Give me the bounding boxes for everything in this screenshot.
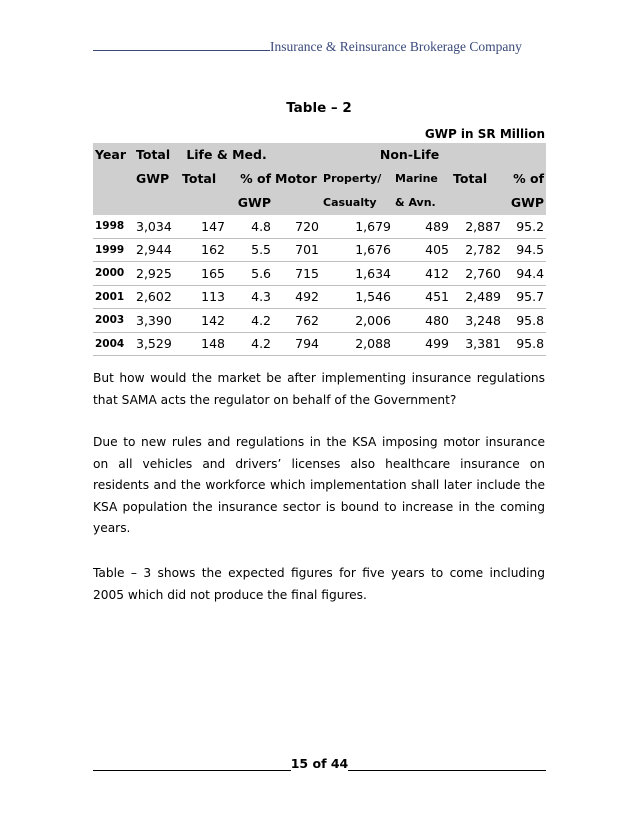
col-motor: Motor: [273, 167, 321, 191]
cell-year: 1998: [93, 215, 134, 238]
cell-motor: 720: [273, 215, 321, 238]
table-header-row-2: [93, 167, 546, 191]
cell-nonlife-pct: 95.8: [503, 332, 546, 356]
cell-year: 2001: [93, 285, 134, 309]
col-life-med: Life & Med.: [180, 143, 273, 167]
cell-life-pct: 4.3: [227, 285, 273, 309]
table-header-row-1: [93, 143, 546, 167]
cell-nonlife-total: 3,248: [451, 309, 503, 333]
paragraph-market-question: But how would the market be after implementing insurance regulations that SAMA acts the regulator on behalf of the Government?: [93, 371, 545, 407]
col-life-pct-gwp: GWP: [227, 191, 273, 215]
col-marine-avn: & Avn.: [393, 191, 451, 215]
cell-year: 2000: [93, 262, 134, 286]
table-title: Table – 2: [286, 100, 352, 116]
cell-year: 2004: [93, 332, 134, 356]
cell-property: 1,546: [321, 285, 393, 309]
col-property-casualty: Casualty: [321, 191, 393, 215]
table-row: [93, 332, 546, 356]
blank-2: [134, 191, 180, 215]
cell-total-gwp: 2,944: [134, 238, 180, 262]
cell-marine: 412: [393, 262, 451, 286]
gwp-table: [93, 143, 546, 356]
cell-life-pct: 5.6: [227, 262, 273, 286]
cell-property: 1,679: [321, 215, 393, 238]
paragraph-table-3-intro: Table – 3 shows the expected figures for five years to come including 2005 which did not produce the final figures.: [93, 566, 545, 602]
cell-motor: 492: [273, 285, 321, 309]
footer-rule-left: [93, 756, 291, 771]
col-non-life: Non-Life: [273, 143, 546, 167]
cell-nonlife-pct: 95.2: [503, 215, 546, 238]
blank-4: [273, 191, 321, 215]
blank-1: [93, 191, 134, 215]
footer-rule-right: [348, 756, 546, 771]
col-year: Year: [93, 143, 134, 167]
cell-marine: 499: [393, 332, 451, 356]
blank-5: [451, 191, 503, 215]
cell-life-total: 165: [180, 262, 227, 286]
cell-year: 2003: [93, 309, 134, 333]
blank-3: [180, 191, 227, 215]
cell-life-total: 162: [180, 238, 227, 262]
cell-motor: 715: [273, 262, 321, 286]
table-row: [93, 215, 546, 238]
cell-life-pct: 4.2: [227, 309, 273, 333]
col-nonlife-pct: % of: [503, 167, 546, 191]
cell-marine: 489: [393, 215, 451, 238]
cell-nonlife-total: 2,782: [451, 238, 503, 262]
cell-property: 1,676: [321, 238, 393, 262]
paragraph-new-regulations: Due to new rules and regulations in the KSA imposing motor insurance on all vehicles and drivers’ licenses also healthcare insurance on residents and the workforce which implementation shall later include the KSA population the insurance sector is bound to increase in the coming years.: [93, 435, 545, 535]
cell-property: 2,006: [321, 309, 393, 333]
cell-nonlife-pct: 95.7: [503, 285, 546, 309]
col-property: Property/: [321, 167, 393, 191]
header-company: Insurance & Reinsurance Brokerage Company: [270, 39, 522, 54]
cell-marine: 405: [393, 238, 451, 262]
page-footer: [93, 756, 546, 771]
table-header-row-3: [93, 191, 546, 215]
col-life-pct: % of: [227, 167, 273, 191]
col-year-blank: [93, 167, 134, 191]
cell-total-gwp: 3,529: [134, 332, 180, 356]
cell-total-gwp: 3,390: [134, 309, 180, 333]
cell-life-total: 147: [180, 215, 227, 238]
cell-property: 2,088: [321, 332, 393, 356]
cell-marine: 480: [393, 309, 451, 333]
table-row: [93, 285, 546, 309]
cell-nonlife-total: 2,887: [451, 215, 503, 238]
cell-nonlife-pct: 95.8: [503, 309, 546, 333]
page-number: 15 of 44: [290, 756, 349, 771]
table-row: [93, 238, 546, 262]
cell-life-pct: 4.8: [227, 215, 273, 238]
cell-life-total: 142: [180, 309, 227, 333]
cell-life-total: 113: [180, 285, 227, 309]
cell-marine: 451: [393, 285, 451, 309]
cell-life-pct: 5.5: [227, 238, 273, 262]
table-units: GWP in SR Million: [424, 127, 545, 141]
cell-life-total: 148: [180, 332, 227, 356]
header-rule: [93, 38, 270, 51]
col-life-total: Total: [180, 167, 227, 191]
col-total-gwp: GWP: [134, 167, 180, 191]
cell-total-gwp: 3,034: [134, 215, 180, 238]
cell-nonlife-pct: 94.4: [503, 262, 546, 286]
cell-motor: 701: [273, 238, 321, 262]
col-marine: Marine: [393, 167, 451, 191]
col-nonlife-pct-gwp: GWP: [503, 191, 546, 215]
cell-motor: 762: [273, 309, 321, 333]
cell-nonlife-total: 2,760: [451, 262, 503, 286]
cell-year: 1999: [93, 238, 134, 262]
cell-property: 1,634: [321, 262, 393, 286]
cell-nonlife-total: 2,489: [451, 285, 503, 309]
table-row: [93, 309, 546, 333]
table-row: [93, 262, 546, 286]
cell-nonlife-total: 3,381: [451, 332, 503, 356]
cell-total-gwp: 2,602: [134, 285, 180, 309]
cell-nonlife-pct: 94.5: [503, 238, 546, 262]
cell-total-gwp: 2,925: [134, 262, 180, 286]
cell-motor: 794: [273, 332, 321, 356]
col-nonlife-total: Total: [451, 167, 503, 191]
col-total: Total: [134, 143, 180, 167]
cell-life-pct: 4.2: [227, 332, 273, 356]
running-header: [93, 38, 545, 55]
